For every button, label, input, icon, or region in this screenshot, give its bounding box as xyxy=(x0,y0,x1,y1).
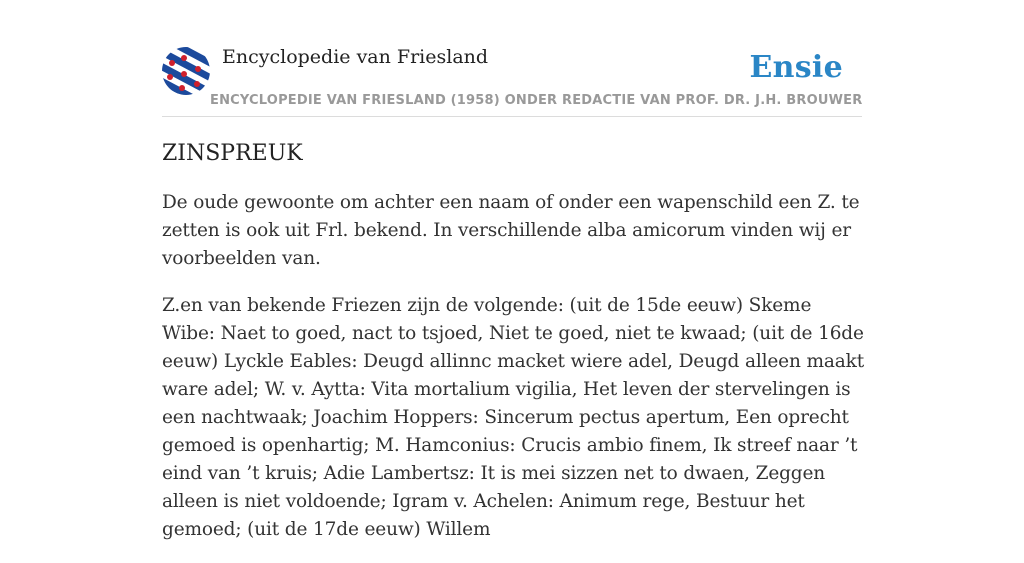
article-paragraph: Z.en van bekende Friezen zijn de volgende: (uit de 15de eeuw) Skeme Wibe: Naet to goed, nact to tsjoed, Niet te goed, niet te kwaad; (uit de 16de eeuw) Lyckle Eables: Deugd allinnc macket wiere adel, Deugd alleen maakt ware adel; W. v. Aytta: Vita mortalium vigilia, Het leven der stervelingen is een nachtwaak; Joachim Hoppers: Sincerum pectus apertum, Een oprecht gemoed is openhartig; M. Hamconius: Crucis ambio finem, Ik streef naar ’t eind van ’t kruis; Adie Lambertsz: It is mei sizzen net to dwaen, Zeggen alleen is niet voldoende; Igram v. Achelen: Animum rege, Bestuur het gemoed; (uit de 17de eeuw) Willem xyxy=(162,295,864,540)
encyclopedia-subtitle[interactable]: ENCYCLOPEDIE VAN FRIESLAND (1958) ONDER REDACTIE VAN PROF. DR. J.H. BROUWER xyxy=(210,93,863,108)
article-content xyxy=(162,138,866,563)
ensie-logo-link[interactable]: Ensie xyxy=(749,50,843,85)
frisian-flag-icon[interactable] xyxy=(162,47,210,95)
site-title[interactable]: Encyclopedie van Friesland xyxy=(222,46,489,68)
entry-title: ZINSPREUK xyxy=(162,141,303,166)
article-paragraph: De oude gewoonte om achter een naam of onder een wapenschild een Z. te zetten is ook uit Frl. bekend. In verschillende alba amicorum vinden wij er voorbeelden van. xyxy=(162,192,860,269)
site-header xyxy=(162,44,862,117)
